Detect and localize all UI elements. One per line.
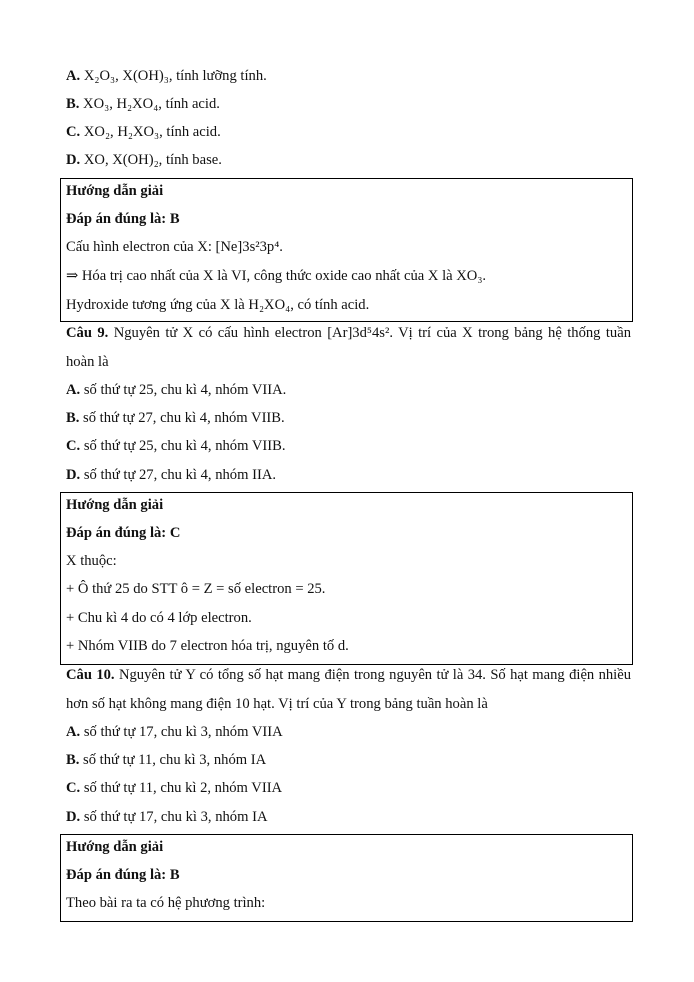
q9-option-b: B. số thứ tự 27, chu kì 4, nhóm VIIB. [66, 410, 285, 426]
q9-solution-line: + Nhóm VIIB do 7 electron hóa trị, nguyên tố d. [66, 638, 349, 654]
question-text: Nguyên tử Y có tổng số hạt mang điện trong nguyên tử là 34. Số hạt mang điện nhiều hơn số hạt không mang điện 10 hạt. Vị trí của Y trong bảng tuần hoàn là [66, 667, 632, 712]
q9-option-c: C. số thứ tự 25, chu kì 4, nhóm VIIB. [66, 438, 286, 454]
q10-option-c: C. số thứ tự 11, chu kì 2, nhóm VIIA [66, 780, 283, 796]
option-text: XO₂, H₂XO₃, tính acid. [83, 124, 221, 140]
q10-question [66, 661, 631, 718]
option-label: B. [66, 96, 80, 112]
q10-option-b: B. số thứ tự 11, chu kì 3, nhóm IA [66, 752, 267, 768]
q9-question [66, 319, 631, 376]
question-text: Nguyên tử X có cấu hình electron [Ar]3d⁵4s². Vị trí của X trong bảng hệ thống tuần hoàn là [66, 325, 632, 370]
q10-solution-line: Theo bài ra ta có hệ phương trình: [66, 895, 266, 911]
q9-option-a: A. số thứ tự 25, chu kì 4, nhóm VIIA. [66, 382, 287, 398]
q8-solution-line: Hydroxide tương ứng của X là H₂XO₄, có tính acid. [66, 297, 370, 313]
option-text: XO₃, H₂XO₄, tính acid. [83, 96, 220, 112]
q8-option-a [66, 66, 267, 86]
q9-solution-line: X thuộc: [66, 553, 117, 569]
q10-answer: Đáp án đúng là: B [66, 867, 180, 883]
option-text: XO, X(OH)₂, tính base. [83, 152, 222, 168]
q8-solution-heading: Hướng dẫn giải [66, 183, 164, 199]
q8-option-b [66, 94, 220, 114]
q10-solution-heading: Hướng dẫn giải [66, 839, 164, 855]
answer-label: Đáp án đúng là: [66, 211, 167, 227]
q8-option-d [66, 150, 222, 170]
question-label: Câu 9. [66, 325, 109, 341]
q9-solution-line: + Chu kì 4 do có 4 lớp electron. [66, 610, 252, 626]
q9-solution-line: + Ô thứ 25 do STT ô = Z = số electron = 25. [66, 581, 326, 597]
q8-answer [66, 209, 180, 229]
option-label: C. [66, 124, 81, 140]
q10-option-d: D. số thứ tự 17, chu kì 3, nhóm IA [66, 809, 268, 825]
option-label: A. [66, 68, 81, 84]
option-text: X₂O₃, X(OH)₃, tính lưỡng tính. [83, 68, 267, 84]
q9-answer: Đáp án đúng là: C [66, 525, 181, 541]
q9-solution-heading: Hướng dẫn giải [66, 497, 164, 513]
q10-option-a: A. số thứ tự 17, chu kì 3, nhóm VIIA [66, 724, 283, 740]
q8-solution-line: Cấu hình electron của X: [Ne]3s²3p⁴. [66, 239, 283, 255]
q8-solution-line: ⇒ Hóa trị cao nhất của X là VI, công thức oxide cao nhất của X là XO₃. [66, 268, 487, 284]
question-label: Câu 10. [66, 667, 115, 683]
q9-option-d: D. số thứ tự 27, chu kì 4, nhóm IIA. [66, 467, 277, 483]
answer-value: B [169, 211, 180, 227]
q8-option-c [66, 122, 221, 142]
option-label: D. [66, 152, 81, 168]
